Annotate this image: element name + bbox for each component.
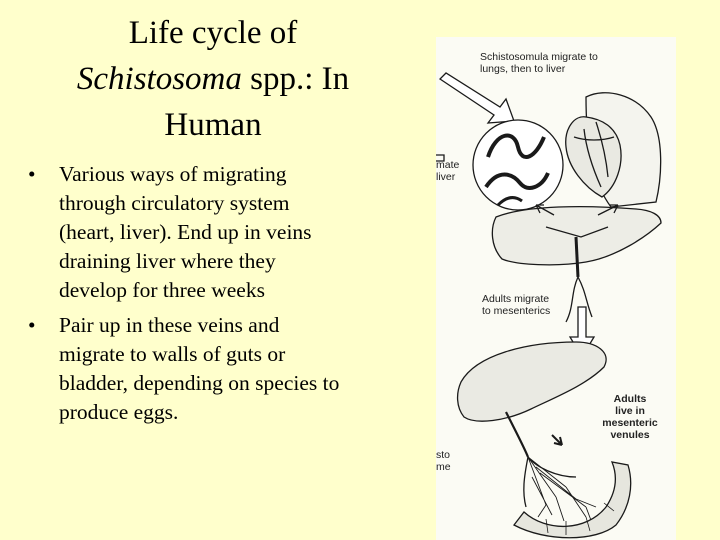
label-line: live in [615,405,645,417]
title-line-2 [40,56,386,102]
title-genus: Schistosoma [76,61,242,97]
bullet-text: Pair up in these veins and migrate to walls of guts or bladder, depending on species to produce eggs. [59,313,340,424]
title-line-1: Life cycle of [128,15,298,51]
label-line: mesenteric [602,417,658,429]
label-line: Schistosomula migrate to [480,51,598,63]
bullet-icon: • [28,313,36,337]
label-adults-migrate [482,293,550,317]
label-line: Adults migrate [482,293,550,305]
intestine-loop [514,462,631,538]
bullet-text: Various ways of migrating through circulatory system (heart, liver). End up in veins draining liver where they develop for three weeks [59,162,312,302]
label-line: to mesenterics [482,305,551,317]
label-left-cut [436,159,459,183]
label-line: Adults [613,393,647,405]
heart-outline [566,117,621,197]
slide-title [40,10,386,148]
title-species: spp.: In [241,61,350,97]
label-line: sto [436,449,451,461]
mesenteric-venules [528,457,596,523]
label-bottom-cut [436,449,451,473]
label-adults-live [594,393,666,441]
label-schistosomula [480,51,598,75]
lifecycle-illustration [436,37,676,540]
arrow-to-lungs [440,73,514,123]
label-line: lungs, then to liver [480,63,566,75]
magnified-circle [473,120,563,210]
bullet-item [28,160,348,305]
label-line: liver [436,171,456,183]
label-line: me [436,461,451,473]
anatomy-drawing [436,37,676,540]
bullet-item [28,311,348,427]
label-line: venules [610,429,650,441]
bullet-icon: • [28,162,36,186]
title-line-3: Human [164,107,262,143]
bullet-list [28,160,348,433]
liver-lower [458,342,607,421]
label-line: mate [436,159,460,171]
